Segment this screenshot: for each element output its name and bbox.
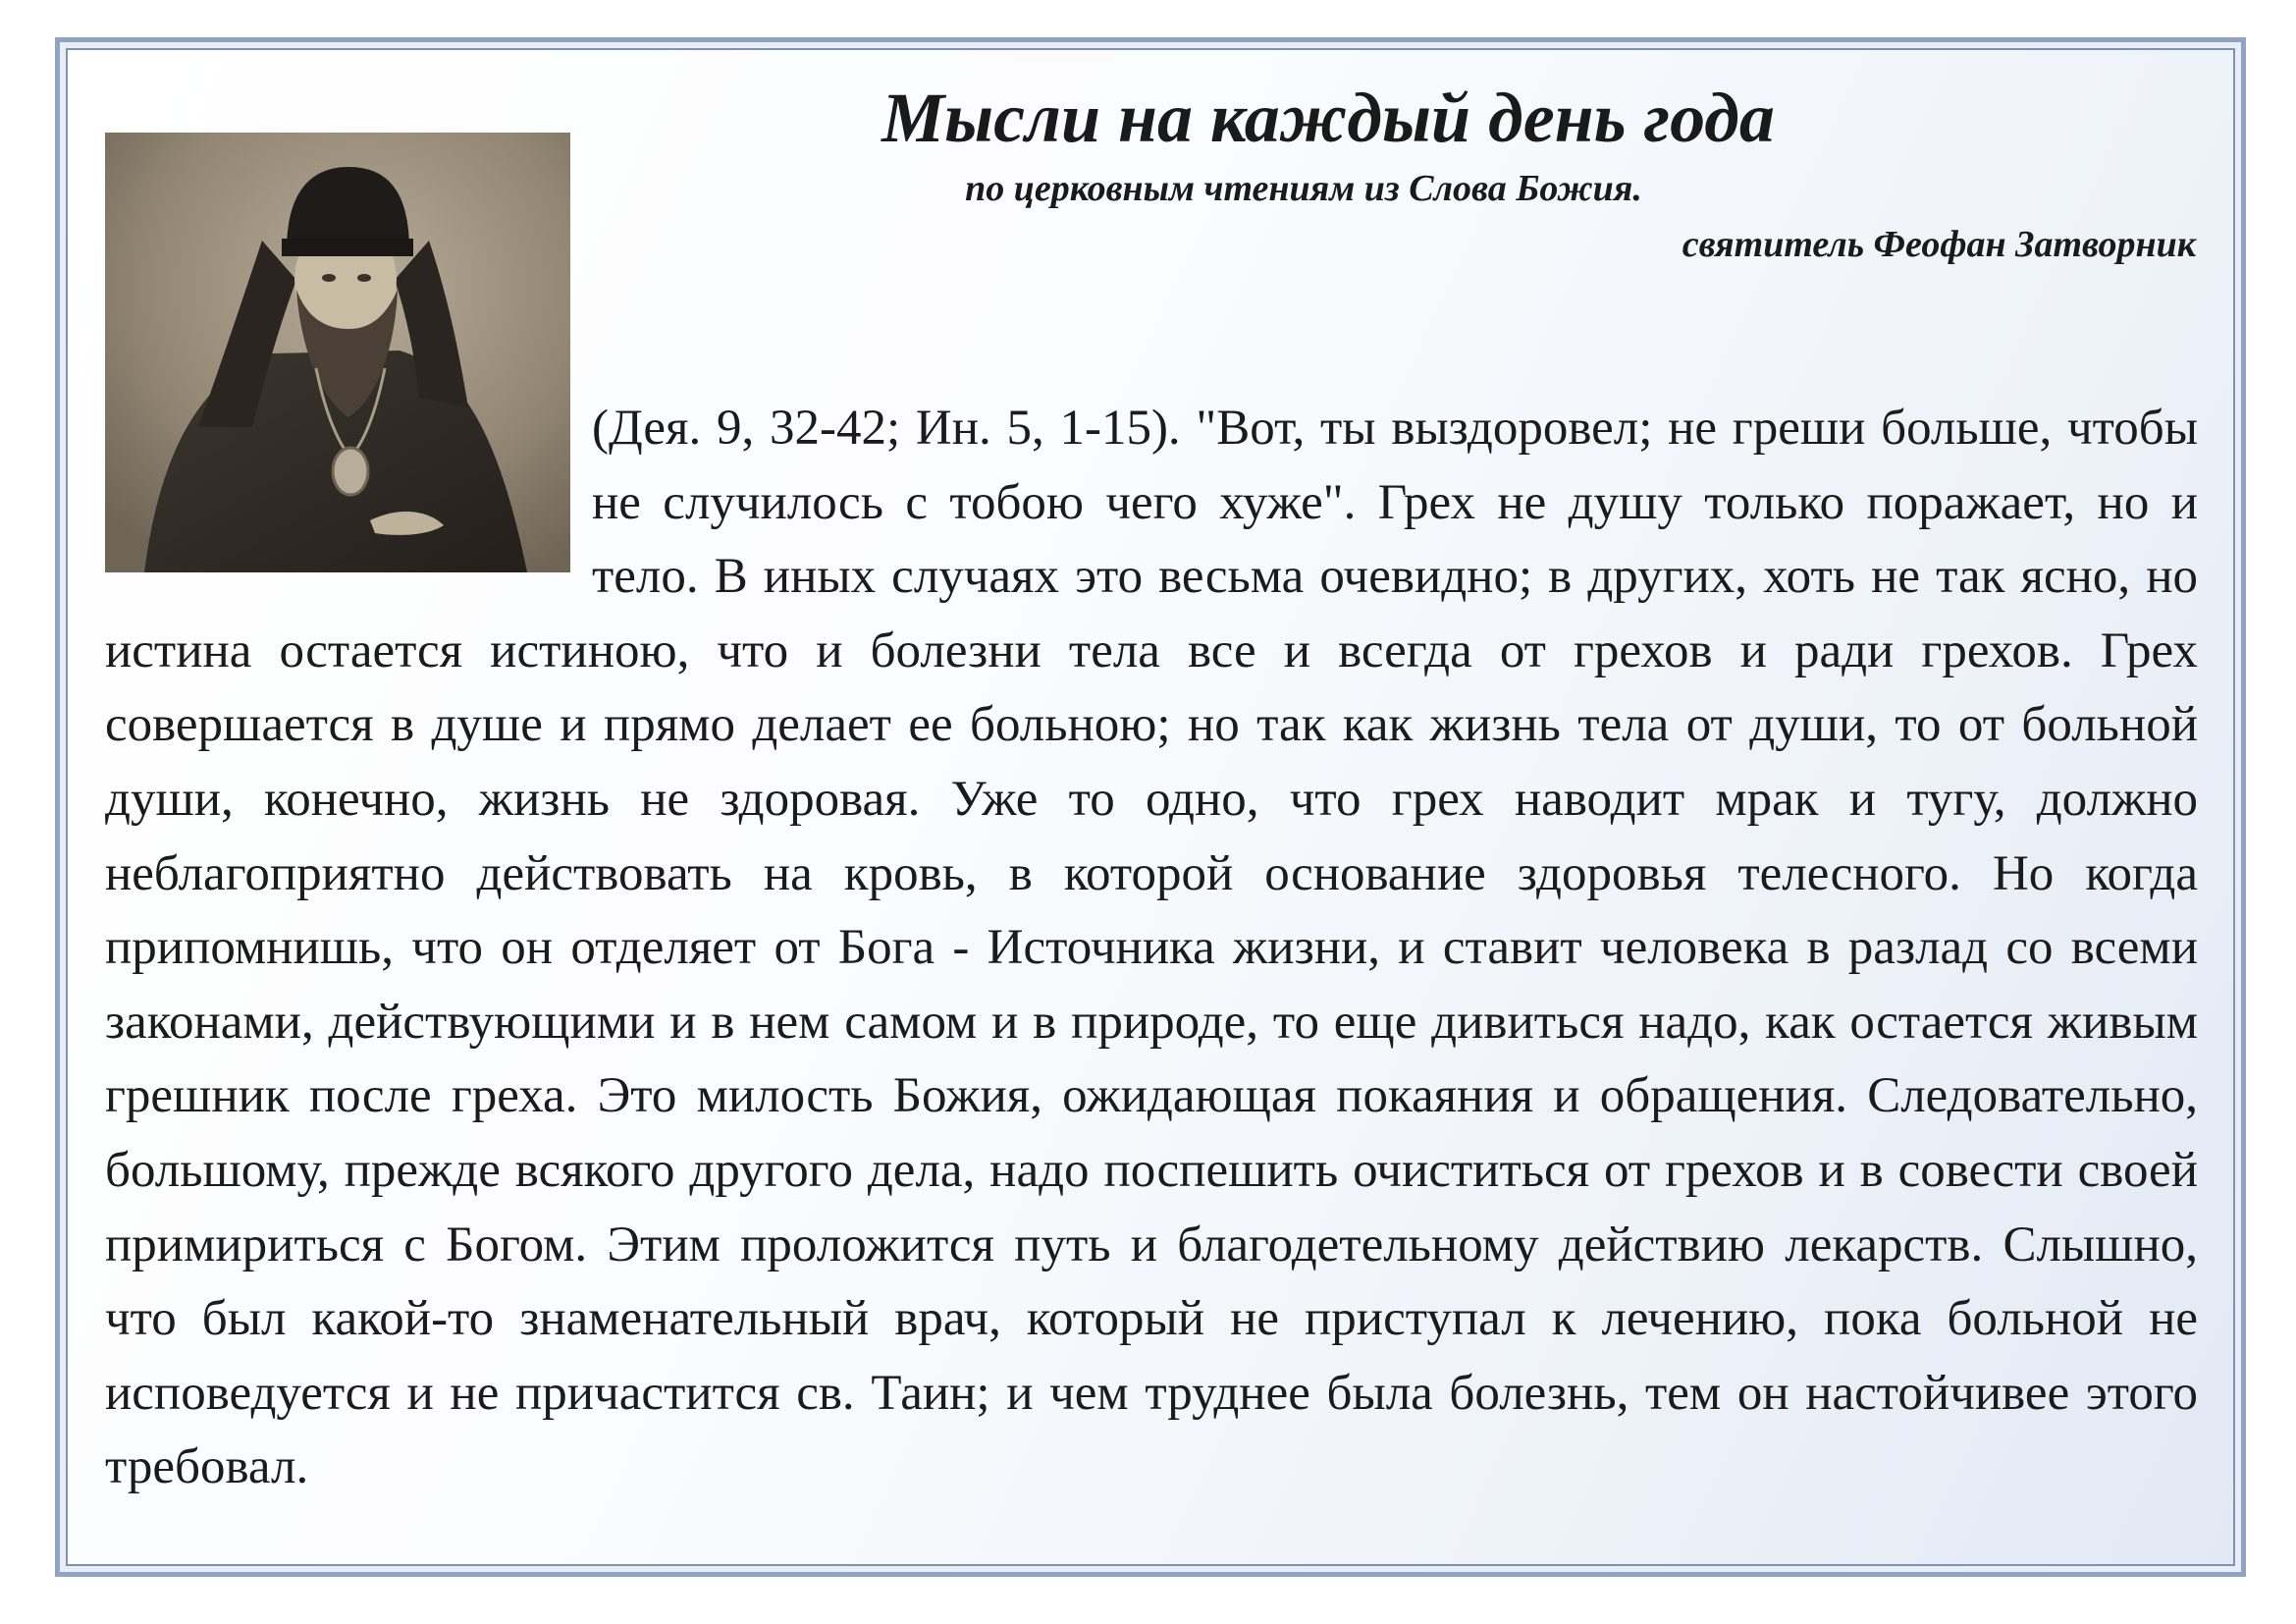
reading-text: (Дея. 9, 32-42; Ин. 5, 1-15). "Вот, ты выздоровел; не греши больше, чтобы не случилось с тобою чего хуже". Грех не душу только поражает, но и тело. В иных случаях это весьма очевидно; в других, хоть не так ясно, но истина остается истиною, что и болезни тела все и всегда от грехов и ради грехов. Грех совершается в душе и прямо делает ее больною; но так как жизнь тела от души, то от больной души, конечно, жизнь не здоровая. Уже то одно, что грех наводит мрак и тугу, должно неблагоприятно действовать на кровь, в которой основание здоровья телесного. Но когда припомнишь, что он отделяет от Бога - Источника жизни, и ставит человека в разлад со всеми законами, действующими и в нем самом и в природе, то еще дивиться надо, как остается живым грешник после греха. Это милость Божия, ожидающая покаяния и обращения. Следовательно, большому, прежде всякого другого дела, надо поспешить очиститься от грехов и в совести своей примириться с Богом. Этим проложится путь и благодетельному действию лекарств. Слышно, что был какой-то знаменательный врач, который не приступал к лечению, пока больной не исповедуется и не причастится св. Таин; и чем труднее была болезнь, тем он настойчивее этого требовал.: [105, 401, 2198, 1495]
portrait-illustration: [105, 133, 570, 572]
page-frame: [55, 37, 2246, 1577]
page-title: Мысли на каждый день года: [881, 79, 1775, 157]
header: [578, 74, 2196, 274]
page-content: [66, 48, 2235, 1566]
portrait-image: [105, 133, 570, 572]
reading-text-block: [105, 392, 2198, 1505]
page-subtitle: по церковным чтениям из Слова Божия.: [965, 168, 1642, 209]
author-line: святитель Феофан Затворник: [1682, 224, 2196, 265]
